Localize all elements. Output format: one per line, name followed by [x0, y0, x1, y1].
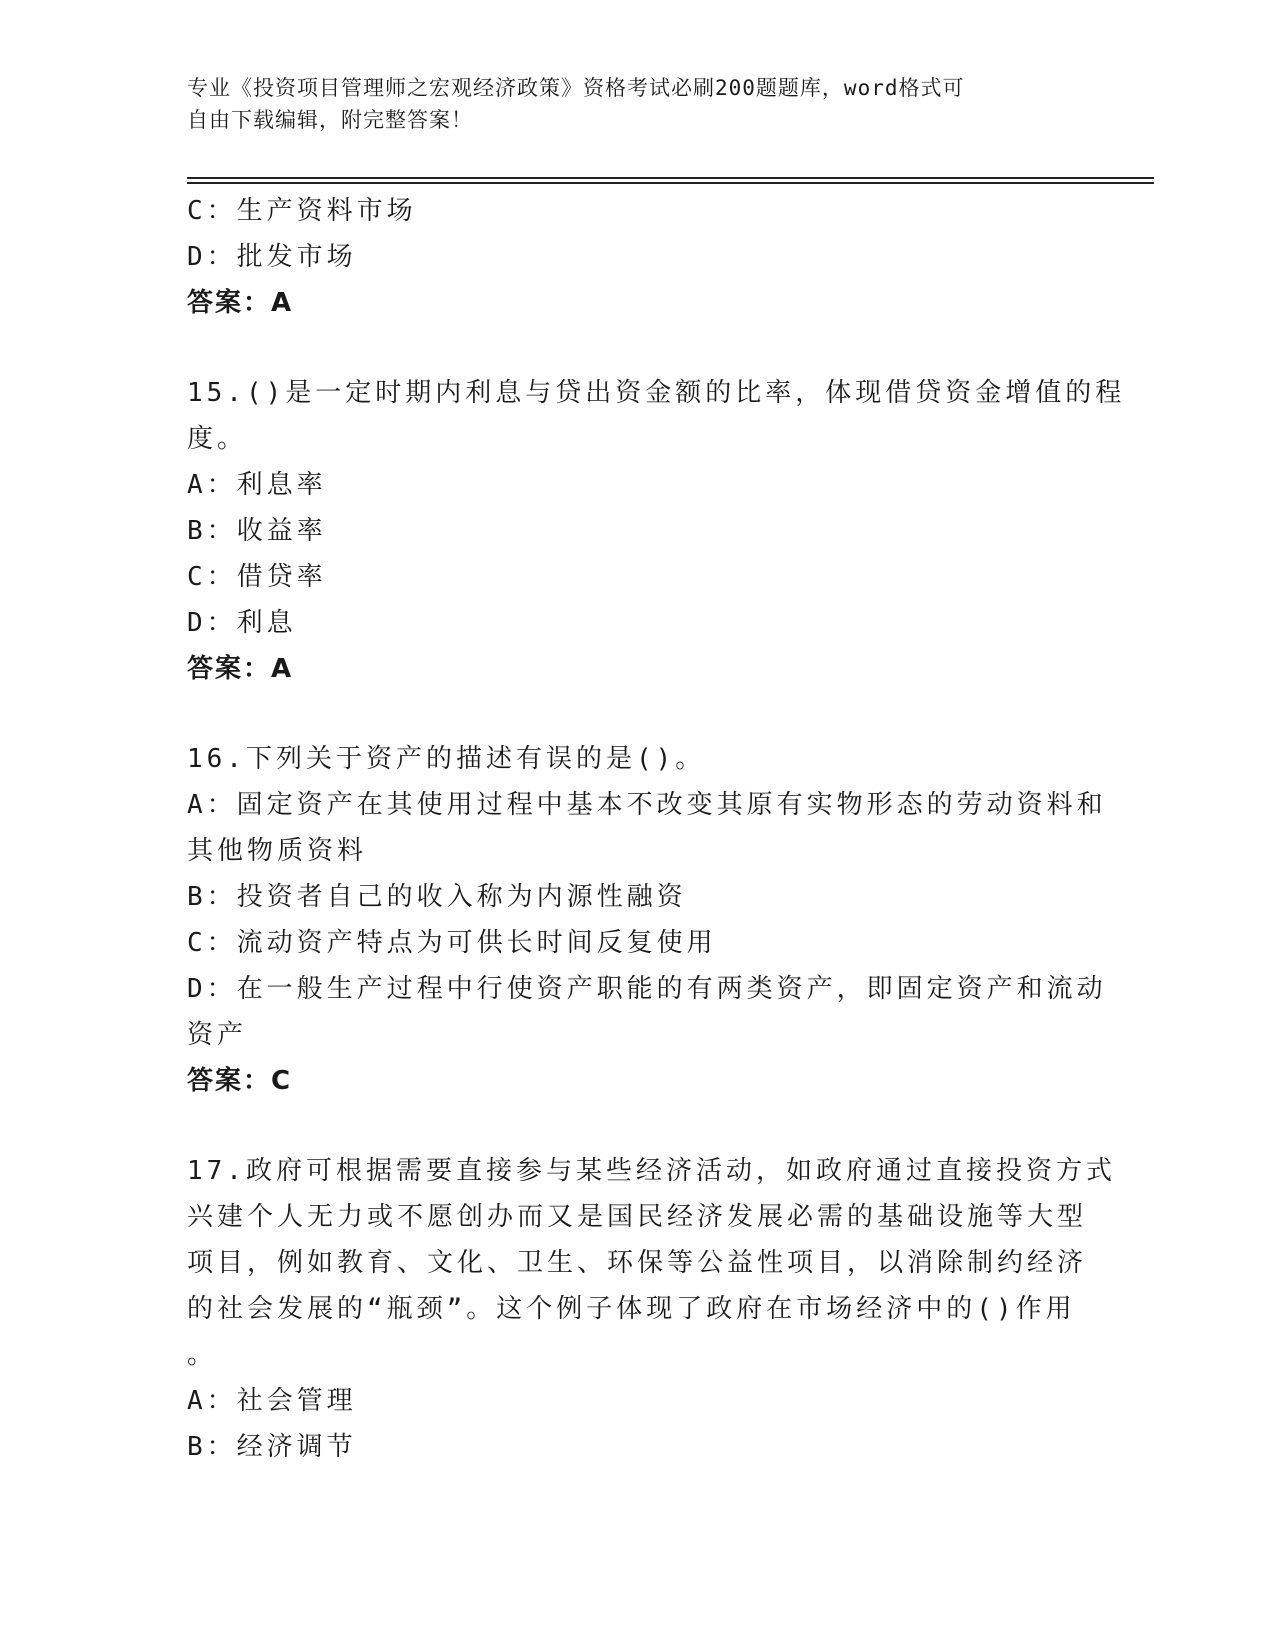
option-a-continued: 其他物质资料 [187, 836, 368, 866]
page-header [187, 72, 1087, 136]
question-content [187, 188, 1126, 1470]
question-14 [187, 188, 1087, 326]
question-text-line: 的社会发展的“瓶颈”。这个例子体现了政府在市场经济中的()作用 [187, 1294, 1076, 1324]
question-text-line: 兴建个人无力或不愿创办而又是国民经济发展必需的基础设施等大型 [187, 1202, 1088, 1232]
option-d-continued: 资产 [187, 1020, 248, 1050]
option-b: B：投资者自己的收入称为内源性融资 [187, 882, 687, 912]
option-b: B：经济调节 [187, 1432, 357, 1462]
question-text-line: 15.()是一定时期内利息与贷出资金额的比率，体现借贷资金增值的程 [187, 378, 1126, 408]
spacer [187, 326, 1087, 370]
question-16 [187, 736, 1107, 1104]
option-c: C：流动资产特点为可供长时间反复使用 [187, 928, 717, 958]
question-text-line: 度。 [187, 424, 248, 454]
spacer [187, 1104, 1087, 1148]
option-d: D：批发市场 [187, 242, 357, 272]
option-a: A：利息率 [187, 470, 327, 500]
question-17 [187, 1148, 1116, 1470]
header-title-line-1: 专业《投资项目管理师之宏观经济政策》资格考试必刷200题题库，word格式可 [187, 76, 965, 100]
option-d: D：利息 [187, 608, 297, 638]
answer-label: 答案：C [187, 1066, 293, 1096]
option-c: C：生产资料市场 [187, 196, 417, 226]
header-divider-bottom [187, 182, 1154, 184]
option-a: A：固定资产在其使用过程中基本不改变其原有实物形态的劳动资料和 [187, 790, 1107, 820]
question-text-line: 17.政府可根据需要直接参与某些经济活动，如政府通过直接投资方式 [187, 1156, 1116, 1186]
answer-label: 答案：A [187, 288, 294, 318]
option-c: C：借贷率 [187, 562, 327, 592]
question-text-line: 项目，例如教育、文化、卫生、环保等公益性项目，以消除制约经济 [187, 1248, 1088, 1278]
header-divider-top [187, 177, 1154, 179]
question-15 [187, 370, 1126, 692]
header-title-line-2: 自由下载编辑，附完整答案！ [187, 108, 473, 132]
question-text-line: 。 [187, 1340, 218, 1370]
answer-label: 答案：A [187, 654, 294, 684]
option-b: B：收益率 [187, 516, 327, 546]
spacer [187, 692, 1087, 736]
question-text-line: 16.下列关于资产的描述有误的是()。 [187, 744, 706, 774]
option-d: D：在一般生产过程中行使资产职能的有两类资产，即固定资产和流动 [187, 974, 1107, 1004]
option-a: A：社会管理 [187, 1386, 357, 1416]
